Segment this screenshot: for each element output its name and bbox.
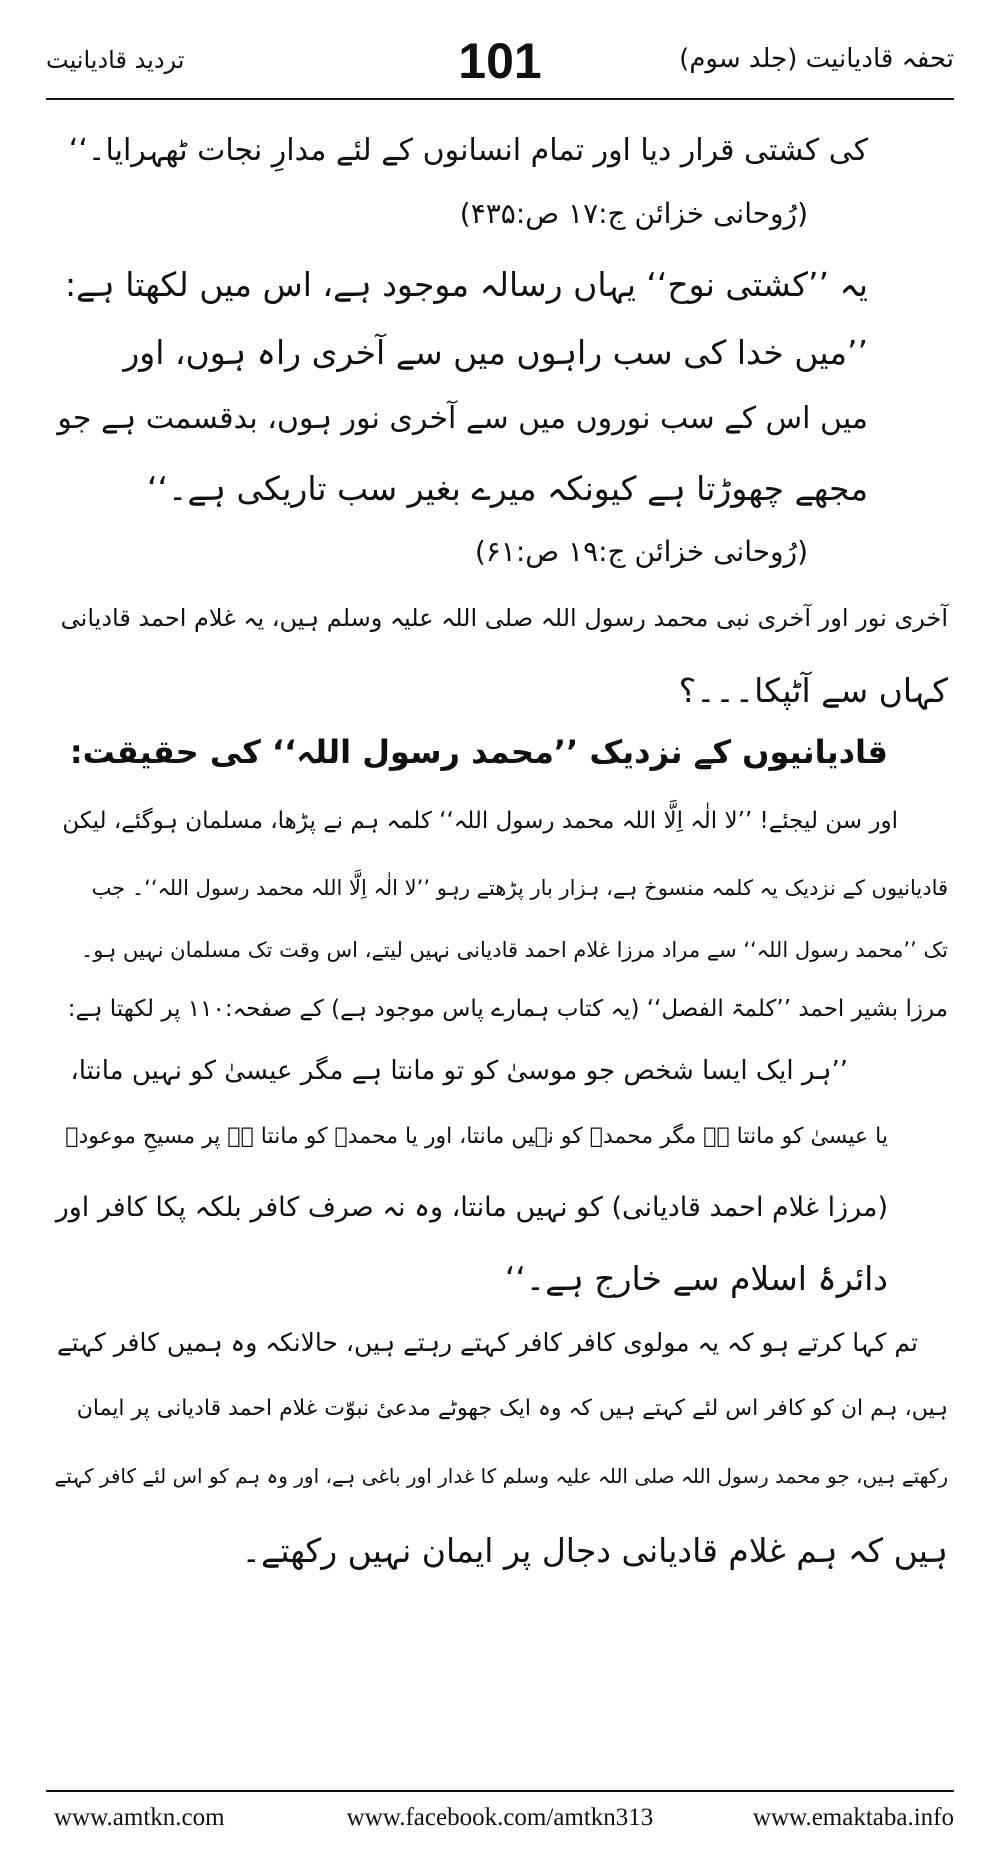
header-divider [46,98,954,100]
text-line: اور سن لیجئے! ’’لا الٰہ اِلَّا اللہ محمد رسول اللہ‘‘ کلمہ ہم نے پڑھا، مسلمان ہوگئے، لیکن [62,808,898,834]
text-line: کہاں سے آٹپکا۔۔۔؟ [678,671,948,710]
text-line: مرزا بشیر احمد ’’کلمۃ الفصل‘‘ (یہ کتاب ہمارے پاس موجود ہے) کے صفحہ:۱۱۰ پر لکھتا ہے: [67,996,948,1022]
reference-line: (رُوحانی خزائن ج:۱۹ ص:۶۱) [474,535,808,568]
footer-divider [46,1790,954,1792]
text-line: میں اس کے سب نوروں میں سے آخری نور ہوں، بدقسمت ہے جو [57,401,868,436]
book-title: تحفہ قادیانیت (جلد سوم) [679,44,954,74]
footer-link-emaktaba[interactable]: www.emaktaba.info [752,1804,954,1831]
footer-link-amtkn[interactable]: www.amtkn.com [54,1804,225,1831]
quote-line: یا عیسیٰ کو مانتا ہے مگر محمدؐ کو نہیں مانتا، اور یا محمدؐ کو مانتا ہے پر مسیحِ موعودؑ [65,1124,888,1149]
footer-link-facebook[interactable]: www.facebook.com/amtkn313 [346,1804,654,1831]
text-line: تم کہا کرتے ہو کہ یہ مولوی کافر کافر کہتے رہتے ہیں، حالانکہ وہ ہمیں کافر کہتے [57,1328,918,1357]
quote-line: ’’ہر ایک ایسا شخص جو موسیٰ کو تو مانتا ہے مگر عیسیٰ کو نہیں مانتا، [70,1056,848,1086]
reference-line: (رُوحانی خزائن ج:۱۷ ص:۴۳۵) [459,197,808,230]
text-line: آخری نور اور آخری نبی محمد رسول اللہ صلی اللہ علیہ وسلم ہیں، یہ غلام احمد قادیانی [60,604,948,632]
quote-line: دائرۂ اسلام سے خارج ہے۔‘‘ [504,1259,888,1298]
text-line: قادیانیوں کے نزدیک یہ کلمہ منسوخ ہے، ہزار بار پڑھتے رہو ’’لا الٰہ اِلَّا اللہ محمد رسول اللہ‘‘۔ جب [91,876,948,900]
text-line: ہیں، ہم ان کو کافر اس لئے کہتے ہیں کہ وہ ایک جھوٹے مدعیٔ نبوّت غلام احمد قادیانی پر ایمان [76,1396,948,1421]
text-line: یہ ’’کشتی نوح‘‘ یہاں رسالہ موجود ہے، اس میں لکھتا ہے: [64,265,868,304]
page-header [46,28,954,98]
text-line: رکھتے ہیں، جو محمد رسول اللہ صلی اللہ علیہ وسلم کا غدار اور باغی ہے، اور وہ ہم کو اس لئے کافر کہتے [54,1464,948,1488]
text-line: کی کشتی قرار دیا اور تمام انسانوں کے لئے مدارِ نجات ٹھہرایا۔‘‘ [68,133,868,168]
page-number: 101 [458,33,542,89]
text-line: تک ’’محمد رسول اللہ‘‘ سے مراد مرزا غلام احمد قادیانی نہیں لیتے، اس وقت تک مسلمان نہیں ہو۔ [80,938,948,962]
text-line: ہیں کہ ہم غلام قادیانی دجال پر ایمان نہیں رکھتے۔ [241,1531,948,1570]
section-heading: قادیانیوں کے نزدیک ’’محمد رسول اللہ‘‘ کی حقیقت: [69,733,888,771]
page-footer [46,1800,954,1836]
section-title: تردید قادیانیت [46,46,185,74]
quote-line: (مرزا غلام احمد قادیانی) کو نہیں مانتا، وہ نہ صرف کافر بلکہ پکا کافر اور [55,1192,888,1223]
text-line: مجھے چھوڑتا ہے کیونکہ میرے بغیر سب تاریکی ہے۔‘‘ [147,469,868,508]
text-line: ’’میں خدا کی سب راہوں میں سے آخری راہ ہوں، اور [123,333,868,372]
